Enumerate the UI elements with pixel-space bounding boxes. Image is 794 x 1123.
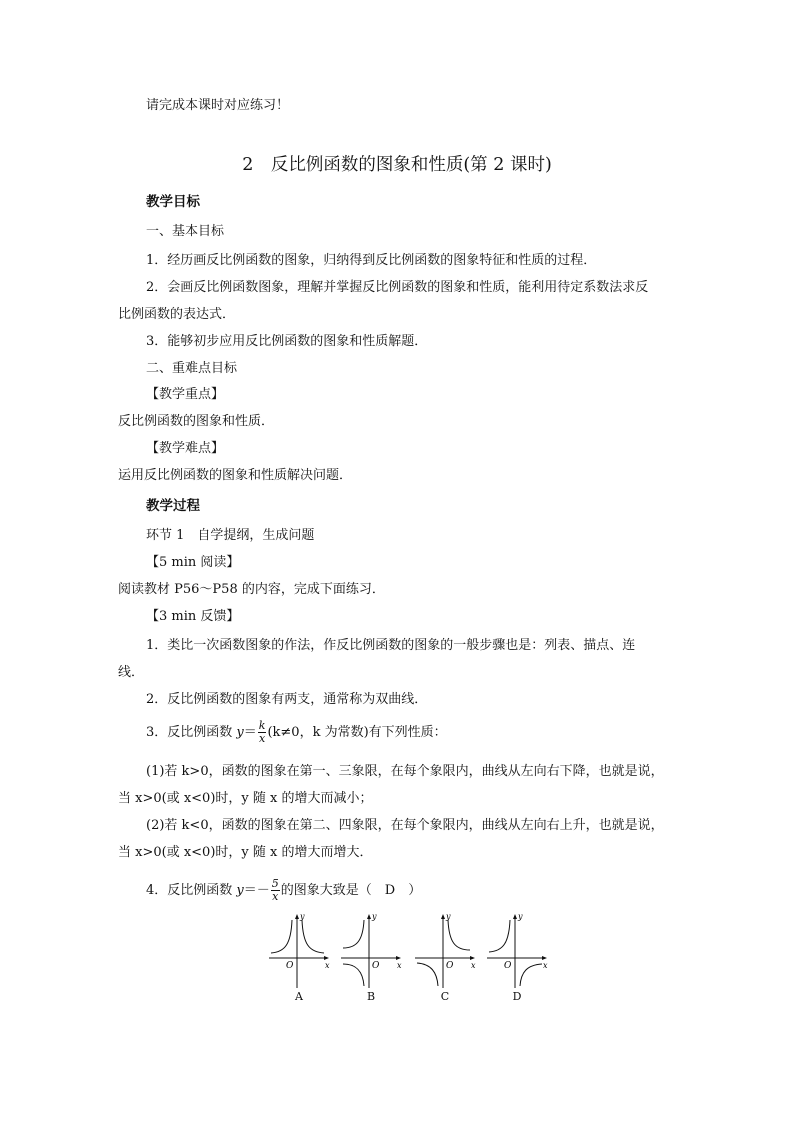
graph-c-label: C: [440, 990, 450, 1003]
question-3-numerator: k: [258, 719, 266, 732]
question-2: 2．反比例函数的图象有两支，通常称为双曲线．: [146, 692, 428, 707]
graph-d-label: D: [512, 990, 522, 1003]
question-4-prefix: 4．反比例函数: [146, 883, 237, 898]
question-4-numerator: 5: [271, 877, 279, 890]
difficulty-label: 【教学难点】: [146, 441, 225, 456]
question-3-y: y: [236, 725, 244, 740]
property-2: (2)若 k<0，函数的图象在第二、四象限，在每个象限内，曲线从左向右上升，也就是说，: [146, 818, 664, 833]
focus-label: 【教学重点】: [146, 387, 225, 402]
lesson-title: 2 反比例函数的图象和性质(第 2 课时): [242, 155, 552, 175]
question-3-prefix: 3．反比例函数: [146, 725, 237, 740]
question-1: 1．类比一次函数图象的作法，作反比例函数的图象的一般步骤也是：列表、描点、连: [146, 638, 636, 653]
question-4-fraction: [271, 878, 280, 903]
difficulty-text: 运用反比例函数的图象和性质解决问题．: [118, 468, 353, 483]
focus-text: 反比例函数的图象和性质．: [118, 414, 275, 429]
graph-b-plot: [339, 910, 409, 990]
graph-option-d: [485, 910, 555, 1002]
question-4-suffix: 的图象大致是（ D ）: [280, 883, 422, 898]
question-4: [146, 878, 421, 903]
question-4-y: y: [236, 883, 244, 898]
graph-a-label: A: [295, 990, 303, 1003]
basic-goals-heading: 一、基本目标: [146, 224, 225, 239]
goal-item-3: 3．能够初步应用反比例函数的图象和性质解题．: [146, 334, 428, 349]
graph-option-a: [267, 910, 337, 1002]
question-3-equals: ＝: [243, 725, 257, 740]
graph-a-origin: O: [286, 961, 294, 971]
question-3: [146, 720, 447, 745]
graph-b-x-label: x: [397, 961, 402, 970]
process-heading: 教学过程: [146, 498, 200, 514]
question-1-continued: 线．: [118, 665, 145, 680]
answer-graphs: [267, 910, 557, 1002]
goal-item-2-continued: 比例函数的表达式．: [118, 307, 236, 322]
header-note: 请完成本课时对应练习！: [146, 98, 290, 113]
graph-b-label: B: [366, 990, 376, 1003]
graph-c-origin: O: [446, 961, 454, 971]
property-1: (1)若 k>0，函数的图象在第一、三象限，在每个象限内，曲线从左向右下降，也就是说，: [146, 764, 664, 779]
graph-a-plot: [267, 910, 337, 990]
graph-d-origin: O: [504, 961, 512, 971]
question-4-denominator: x: [272, 890, 279, 903]
graph-d-plot: [485, 910, 555, 990]
graph-option-b: [339, 910, 409, 1002]
graph-a-x-label: x: [325, 961, 330, 970]
feedback-label: 【3 min 反馈】: [146, 609, 240, 624]
question-3-fraction: [258, 720, 267, 745]
graph-b-origin: O: [372, 961, 380, 971]
goal-item-1: 1．经历画反比例函数的图象，归纳得到反比例函数的图象特征和性质的过程．: [146, 253, 597, 268]
graph-d-x-label: x: [543, 961, 548, 970]
question-3-suffix: (k≠0，k 为常数)有下列性质：: [267, 725, 447, 740]
goal-item-2: 2．会画反比例函数图象，理解并掌握反比例函数的图象和性质，能利用待定系数法求反: [146, 280, 649, 295]
goals-heading: 教学目标: [146, 194, 200, 210]
graph-c-x-label: x: [471, 961, 476, 970]
read-text: 阅读教材 P56～P58 的内容，完成下面练习．: [118, 582, 385, 597]
graph-c-plot: [413, 910, 483, 990]
key-goals-heading: 二、重难点目标: [146, 361, 238, 376]
graph-option-c: [413, 910, 483, 1002]
graph-c-y-label: y: [446, 912, 451, 921]
question-4-equals: ＝－: [243, 883, 270, 898]
property-2-continued: 当 x>0(或 x<0)时，y 随 x 的增大而增大．: [118, 845, 373, 860]
graph-b-y-label: y: [372, 912, 377, 921]
graph-d-y-label: y: [518, 912, 523, 921]
read-label: 【5 min 阅读】: [146, 555, 240, 570]
step-1-heading: 环节 1 自学提纲，生成问题: [146, 528, 315, 543]
property-1-continued: 当 x>0(或 x<0)时，y 随 x 的增大而减小；: [118, 791, 373, 806]
graph-a-y-label: y: [300, 912, 305, 921]
question-3-denominator: x: [259, 732, 266, 745]
